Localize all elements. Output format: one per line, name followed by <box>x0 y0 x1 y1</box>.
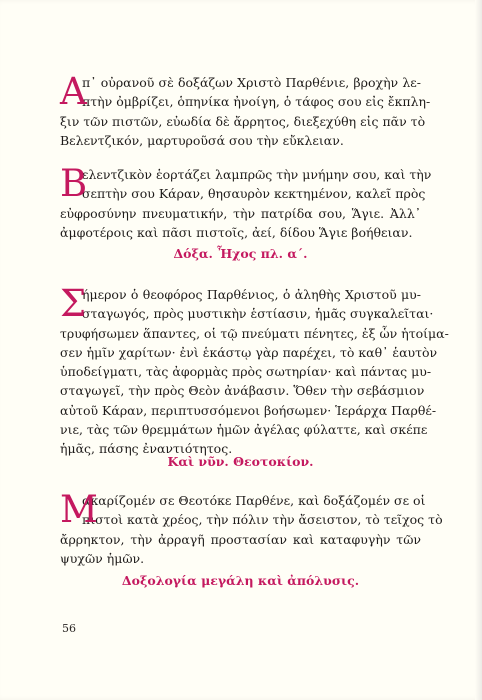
text-line: σεπτὴν σου Κάραν, θησαυρὸν κεκτημένον, καλεῖ πρὸς <box>82 186 426 202</box>
troparion-paragraph-1 <box>60 70 431 150</box>
page-edge-shadow <box>475 0 482 700</box>
text-line: ἄρρηκτον, τὴν ἀρραγῆ προστασίαν καὶ καταφυγὴν τῶν <box>60 531 421 547</box>
section-heading-doxa: Δόξα. Ἦχος πλ. α΄. <box>173 246 308 261</box>
text-line: ὑποδείγματι, τὰς ἀφορμὰς πρὸς σωτηρίαν· καὶ πάντας μυ- <box>60 364 432 380</box>
text-line: ξιν τῶν πιστῶν, εὐωδία δὲ ἄρρητος, διεξεχύθη εἰς πᾶν τὸ <box>60 113 426 129</box>
text-line: ήμερον ὁ θεοφόρος Παρθένιος, ὁ ἀληθὴς Χριστοῦ μυ- <box>82 287 421 302</box>
troparion-paragraph-2 <box>60 162 432 242</box>
text-line: ψυχῶν ἡμῶν. <box>60 550 145 566</box>
section-heading-doxologia: Δοξολογία μεγάλη καὶ ἀπόλυσις. <box>121 573 360 588</box>
dropcap-letter: Σ <box>60 282 87 325</box>
dropcap-letter: Α <box>60 70 87 113</box>
text-line: νιε, τὰς τῶν θρεμμάτων ἡμῶν ἀγέλας φύλαττε, καὶ σκέπε <box>60 422 428 438</box>
text-line: ακαρίζομέν σε Θεοτόκε Παρθένε, καὶ δοξάζομέν σε οἱ <box>82 493 426 508</box>
text-line: πιστοὶ κατὰ χρέος, τὴν πόλιν τὴν ἄσειστον, τὸ τεῖχος τὸ <box>82 512 443 528</box>
text-line: αὐτοῦ Κάραν, περιπτυσσόμενοι βοήσωμεν· Ἱεράρχα Παρθέ- <box>60 402 437 418</box>
page-number: 56 <box>62 622 76 635</box>
text-line: τρυφήσωμεν ἅπαντες, οἱ τῷ πνεύματι πένητες, ἐξ ὧν ἡτοίμα- <box>60 325 449 341</box>
text-line: ἡμᾶς, πάσης ἐναντιότητος. <box>60 441 233 457</box>
text-line: σταγωγός, πρὸς μυστικὴν ἑστίασιν, ἡμᾶς συγκαλεῖται· <box>82 306 434 322</box>
text-line: σεν ἡμῖν χαρίτων· ἐνὶ ἑκάστῳ γὰρ παρέχει, τὸ καθ᾽ ἑαυτὸν <box>60 344 438 360</box>
text-line: εὐφροσύνην πνευματικήν, τὴν πατρίδα σου, Ἅγιε. Ἀλλ᾽ <box>60 205 421 221</box>
dropcap-letter: Β <box>60 162 88 205</box>
text-line: ἀμφοτέροις καὶ πᾶσι πιστοῖς, ἀεί, δίδου Ἅγιε βοήθειαν. <box>60 224 413 240</box>
dropcap-letter: Μ <box>60 488 98 531</box>
text-line: Βελεντζικόν, μαρτυροῦσά σου τὴν εὔκλειαν. <box>60 132 344 148</box>
theotokion-paragraph <box>60 488 443 568</box>
text-line: σταγωγεῖ, τὴν πρὸς Θεὸν ἀνάβασιν. Ὅθεν τὴν σεβάσμιον <box>60 383 425 399</box>
doxastikon-paragraph <box>60 282 449 459</box>
text-line: πτὴν ὀμβρίζει, ὁπηνίκα ἠνοίγη, ὁ τάφος σου εἰς ἔκπλη- <box>82 94 431 110</box>
text-line: π᾽ οὐρανοῦ σὲ δοξάζων Χριστὸ Παρθένιε, βροχὴν λε- <box>82 75 421 90</box>
section-heading-theotokion: Καὶ νῦν. Θεοτοκίον. <box>167 454 314 469</box>
text-line: ελεντζικὸν ἑορτάζει λαμπρῶς τὴν μνήμην σου, καὶ τὴν <box>82 167 432 182</box>
